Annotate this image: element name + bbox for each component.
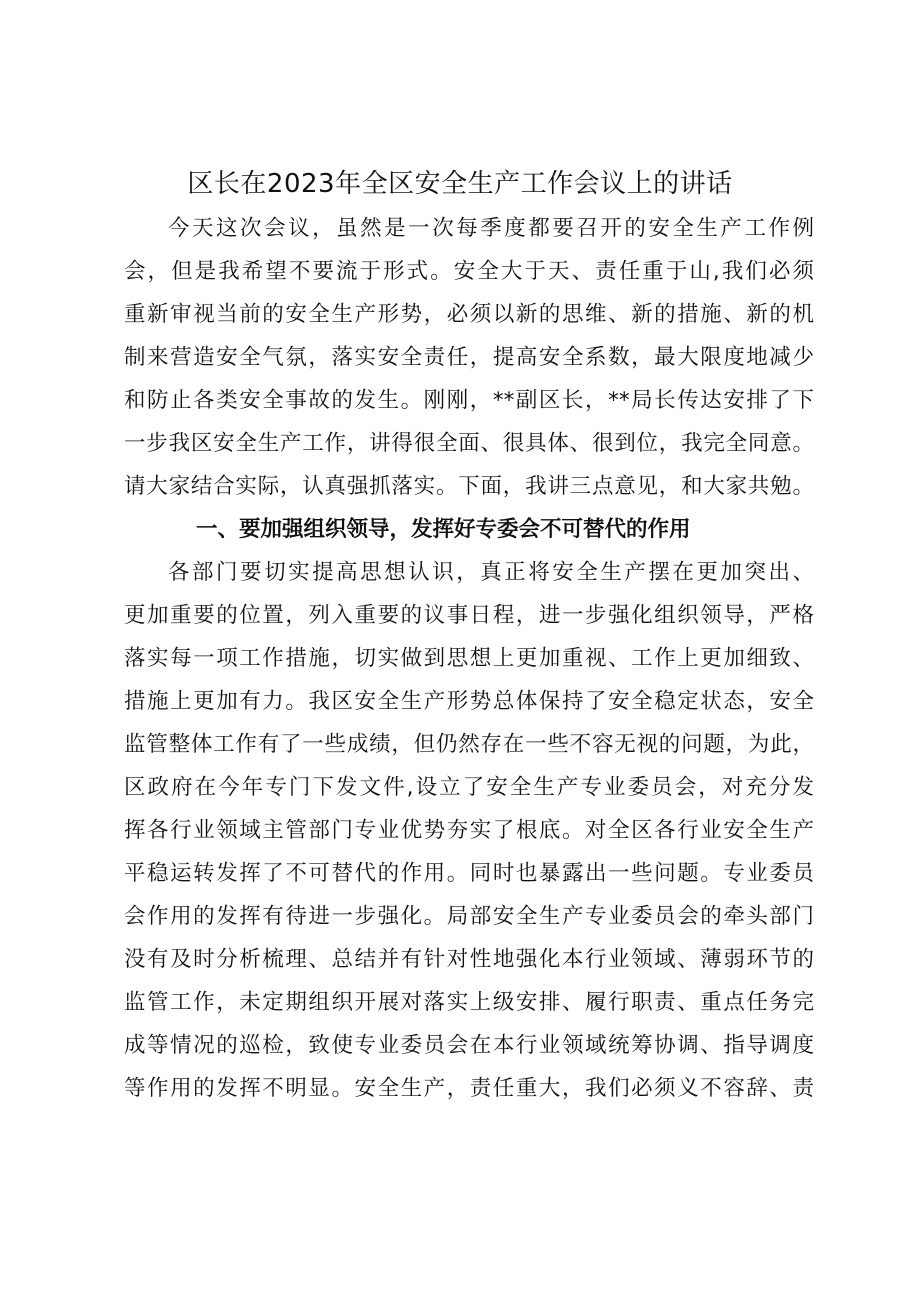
section-1-line-2: 更加重要的位置，列入重要的议事日程，进一步强化组织领导，严格 bbox=[124, 603, 814, 628]
intro-line-3: 重新审视当前的安全生产形势，必须以新的思维、新的措施、新的机 bbox=[124, 302, 814, 327]
section-1-line-3: 落实每一项工作措施，切实做到思想上更加重视、工作上更加细致、 bbox=[124, 646, 814, 671]
section-1-line-11: 监管工作，未定期组织开展对落实上级安排、履行职责、重点任务完 bbox=[124, 990, 814, 1015]
section-1-line-1: 各部门要切实提高思想认识，真正将安全生产摆在更加突出、 bbox=[168, 560, 814, 585]
document-title: 区长在2023年全区安全生产工作会议上的讲话 bbox=[187, 169, 733, 199]
intro-line-7: 请大家结合实际，认真强抓落实。下面，我讲三点意见，和大家共勉。 bbox=[124, 474, 814, 499]
section-1-line-10: 没有及时分析梳理、总结并有针对性地强化本行业领域、薄弱环节的 bbox=[124, 947, 814, 972]
intro-line-4: 制来营造安全气氛，落实安全责任，提高安全系数，最大限度地减少 bbox=[124, 345, 814, 370]
section-1-line-5: 监管整体工作有了一些成绩，但仍然存在一些不容无视的问题，为此， bbox=[124, 732, 814, 757]
section-1-line-4: 措施上更加有力。我区安全生产形势总体保持了安全稳定状态，安全 bbox=[124, 689, 814, 714]
intro-line-2: 会，但是我希望不要流于形式。安全大于天、责任重于山,我们必须 bbox=[124, 259, 814, 284]
section-1-line-8: 平稳运转发挥了不可替代的作用。同时也暴露出一些问题。专业委员 bbox=[124, 861, 814, 886]
intro-line-1: 今天这次会议，虽然是一次每季度都要召开的安全生产工作例 bbox=[168, 216, 814, 241]
section-1-line-13: 等作用的发挥不明显。安全生产，责任重大，我们必须义不容辞、责 bbox=[124, 1076, 814, 1101]
section-1-line-12: 成等情况的巡检，致使专业委员会在本行业领域统筹协调、指导调度 bbox=[124, 1033, 814, 1058]
section-1-line-7: 挥各行业领域主管部门专业优势夯实了根底。对全区各行业安全生产 bbox=[124, 818, 814, 843]
intro-line-5: 和防止各类安全事故的发生。刚刚，**副区长，**局长传达安排了下 bbox=[124, 388, 814, 413]
section-1-heading: 一、要加强组织领导，发挥好专委会不可替代的作用 bbox=[196, 517, 691, 542]
intro-line-6: 一步我区安全生产工作，讲得很全面、很具体、很到位，我完全同意。 bbox=[124, 431, 814, 456]
section-1-line-9: 会作用的发挥有待进一步强化。局部安全生产专业委员会的牵头部门 bbox=[124, 904, 814, 929]
section-1-line-6: 区政府在今年专门下发文件,设立了安全生产专业委员会，对充分发 bbox=[124, 775, 814, 800]
